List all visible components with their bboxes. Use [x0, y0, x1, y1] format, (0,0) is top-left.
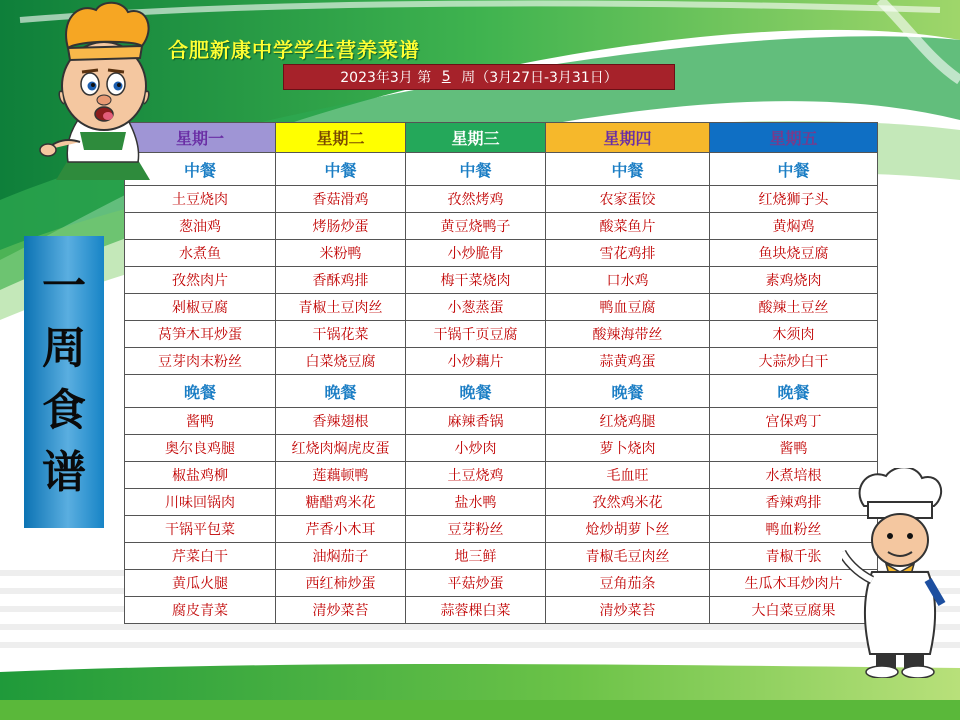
dish-cell: 芹菜白干 — [125, 543, 276, 570]
dish-cell: 孜然肉片 — [125, 267, 276, 294]
table-row — [125, 597, 878, 624]
meal-label-row — [125, 153, 878, 186]
dish-cell: 烤肠炒蛋 — [276, 213, 406, 240]
dish-cell: 红烧鸡腿 — [546, 408, 710, 435]
dish-cell: 青椒毛豆肉丝 — [546, 543, 710, 570]
dish-cell: 香酥鸡排 — [276, 267, 406, 294]
meal-label: 晚餐 — [406, 375, 546, 408]
meal-label: 中餐 — [125, 153, 276, 186]
dish-cell: 清炒菜苔 — [546, 597, 710, 624]
dish-cell: 清炒菜苔 — [276, 597, 406, 624]
meal-label: 晚餐 — [276, 375, 406, 408]
dish-cell: 小炒藕片 — [406, 348, 546, 375]
dish-cell: 鸭血豆腐 — [546, 294, 710, 321]
dish-cell: 豆芽粉丝 — [406, 516, 546, 543]
dish-cell: 红烧狮子头 — [710, 186, 878, 213]
dish-cell: 孜然烤鸡 — [406, 186, 546, 213]
dish-cell: 大白菜豆腐果 — [710, 597, 878, 624]
dish-cell: 黄豆烧鸭子 — [406, 213, 546, 240]
dish-cell: 梅干菜烧肉 — [406, 267, 546, 294]
meal-label: 中餐 — [406, 153, 546, 186]
dish-cell: 葱油鸡 — [125, 213, 276, 240]
dish-cell: 川味回锅肉 — [125, 489, 276, 516]
day-header: 星期五 — [710, 123, 878, 153]
table-row — [125, 213, 878, 240]
table-row — [125, 570, 878, 597]
page-title: 合肥新康中学学生营养菜谱 — [168, 38, 420, 62]
dish-cell: 香辣翅根 — [276, 408, 406, 435]
dish-cell: 炝炒胡萝卜丝 — [546, 516, 710, 543]
dish-cell: 水煮培根 — [710, 462, 878, 489]
dish-cell: 宫保鸡丁 — [710, 408, 878, 435]
table-row — [125, 408, 878, 435]
dish-cell: 鸭血粉丝 — [710, 516, 878, 543]
dish-cell: 黄焖鸡 — [710, 213, 878, 240]
dish-cell: 蒜黄鸡蛋 — [546, 348, 710, 375]
dish-cell: 剁椒豆腐 — [125, 294, 276, 321]
dish-cell: 干锅花菜 — [276, 321, 406, 348]
dish-cell: 黄瓜火腿 — [125, 570, 276, 597]
dish-cell: 腐皮青菜 — [125, 597, 276, 624]
menu-body — [125, 153, 878, 624]
meal-label: 中餐 — [276, 153, 406, 186]
dish-cell: 蒜蓉棵白菜 — [406, 597, 546, 624]
dish-cell: 水煮鱼 — [125, 240, 276, 267]
dish-cell: 酸辣土豆丝 — [710, 294, 878, 321]
dish-cell: 西红柿炒蛋 — [276, 570, 406, 597]
day-header: 星期四 — [546, 123, 710, 153]
dish-cell: 鱼块烧豆腐 — [710, 240, 878, 267]
dish-cell: 素鸡烧肉 — [710, 267, 878, 294]
week-range-bar — [283, 64, 675, 90]
dish-cell: 酸菜鱼片 — [546, 213, 710, 240]
table-row — [125, 267, 878, 294]
side-char: 一 — [42, 261, 86, 312]
dish-cell: 青椒千张 — [710, 543, 878, 570]
chef-tasting-icon — [38, 0, 168, 180]
dish-cell: 莴笋木耳炒蛋 — [125, 321, 276, 348]
meal-label: 中餐 — [710, 153, 878, 186]
dish-cell: 木须肉 — [710, 321, 878, 348]
dish-cell: 香辣鸡排 — [710, 489, 878, 516]
dish-cell: 口水鸡 — [546, 267, 710, 294]
weekly-menu-table — [124, 122, 878, 624]
dish-cell: 豆角茄条 — [546, 570, 710, 597]
side-char: 周 — [42, 323, 86, 374]
table-row — [125, 489, 878, 516]
chef-presenting-icon — [842, 468, 952, 678]
day-header-row — [125, 123, 878, 153]
dish-cell: 糖醋鸡米花 — [276, 489, 406, 516]
dish-cell: 红烧肉焖虎皮蛋 — [276, 435, 406, 462]
table-row — [125, 348, 878, 375]
week-number: 5 — [441, 69, 451, 85]
dish-cell: 酸辣海带丝 — [546, 321, 710, 348]
dish-cell: 萝卜烧肉 — [546, 435, 710, 462]
dish-cell: 米粉鸭 — [276, 240, 406, 267]
dish-cell: 酱鸭 — [125, 408, 276, 435]
dish-cell: 孜然鸡米花 — [546, 489, 710, 516]
dish-cell: 豆芽肉末粉丝 — [125, 348, 276, 375]
meal-label: 晚餐 — [546, 375, 710, 408]
dish-cell: 酱鸭 — [710, 435, 878, 462]
meal-label: 晚餐 — [125, 375, 276, 408]
day-header: 星期二 — [276, 123, 406, 153]
meal-label: 晚餐 — [710, 375, 878, 408]
dish-cell: 土豆烧鸡 — [406, 462, 546, 489]
side-char: 食 — [42, 385, 86, 436]
table-row — [125, 516, 878, 543]
dish-cell: 大蒜炒白干 — [710, 348, 878, 375]
table-row — [125, 186, 878, 213]
day-header: 星期三 — [406, 123, 546, 153]
day-header: 星期一 — [125, 123, 276, 153]
dish-cell: 农家蛋饺 — [546, 186, 710, 213]
dish-cell: 雪花鸡排 — [546, 240, 710, 267]
dish-cell: 小炒肉 — [406, 435, 546, 462]
dish-cell: 奥尔良鸡腿 — [125, 435, 276, 462]
dish-cell: 干锅千页豆腐 — [406, 321, 546, 348]
dish-cell: 油焖茄子 — [276, 543, 406, 570]
table-row — [125, 321, 878, 348]
dish-cell: 毛血旺 — [546, 462, 710, 489]
dish-cell: 白菜烧豆腐 — [276, 348, 406, 375]
table-row — [125, 294, 878, 321]
side-title — [24, 256, 104, 504]
dish-cell: 土豆烧肉 — [125, 186, 276, 213]
week-date-range: 周（3月27日-3月31日） — [461, 70, 618, 86]
meal-label-row — [125, 375, 878, 408]
dish-cell: 芹香小木耳 — [276, 516, 406, 543]
table-row — [125, 543, 878, 570]
side-char: 谱 — [42, 447, 86, 498]
table-row — [125, 435, 878, 462]
dish-cell: 椒盐鸡柳 — [125, 462, 276, 489]
week-date-prefix: 2023年3月 第 — [340, 70, 432, 86]
dish-cell: 青椒土豆肉丝 — [276, 294, 406, 321]
meal-label: 中餐 — [546, 153, 710, 186]
dish-cell: 平菇炒蛋 — [406, 570, 546, 597]
table-row — [125, 462, 878, 489]
dish-cell: 莲藕顿鸭 — [276, 462, 406, 489]
dish-cell: 小炒脆骨 — [406, 240, 546, 267]
dish-cell: 香菇滑鸡 — [276, 186, 406, 213]
dish-cell: 盐水鸭 — [406, 489, 546, 516]
dish-cell: 干锅平包菜 — [125, 516, 276, 543]
dish-cell: 地三鲜 — [406, 543, 546, 570]
dish-cell: 生瓜木耳炒肉片 — [710, 570, 878, 597]
dish-cell: 小葱蒸蛋 — [406, 294, 546, 321]
dish-cell: 麻辣香锅 — [406, 408, 546, 435]
table-row — [125, 240, 878, 267]
